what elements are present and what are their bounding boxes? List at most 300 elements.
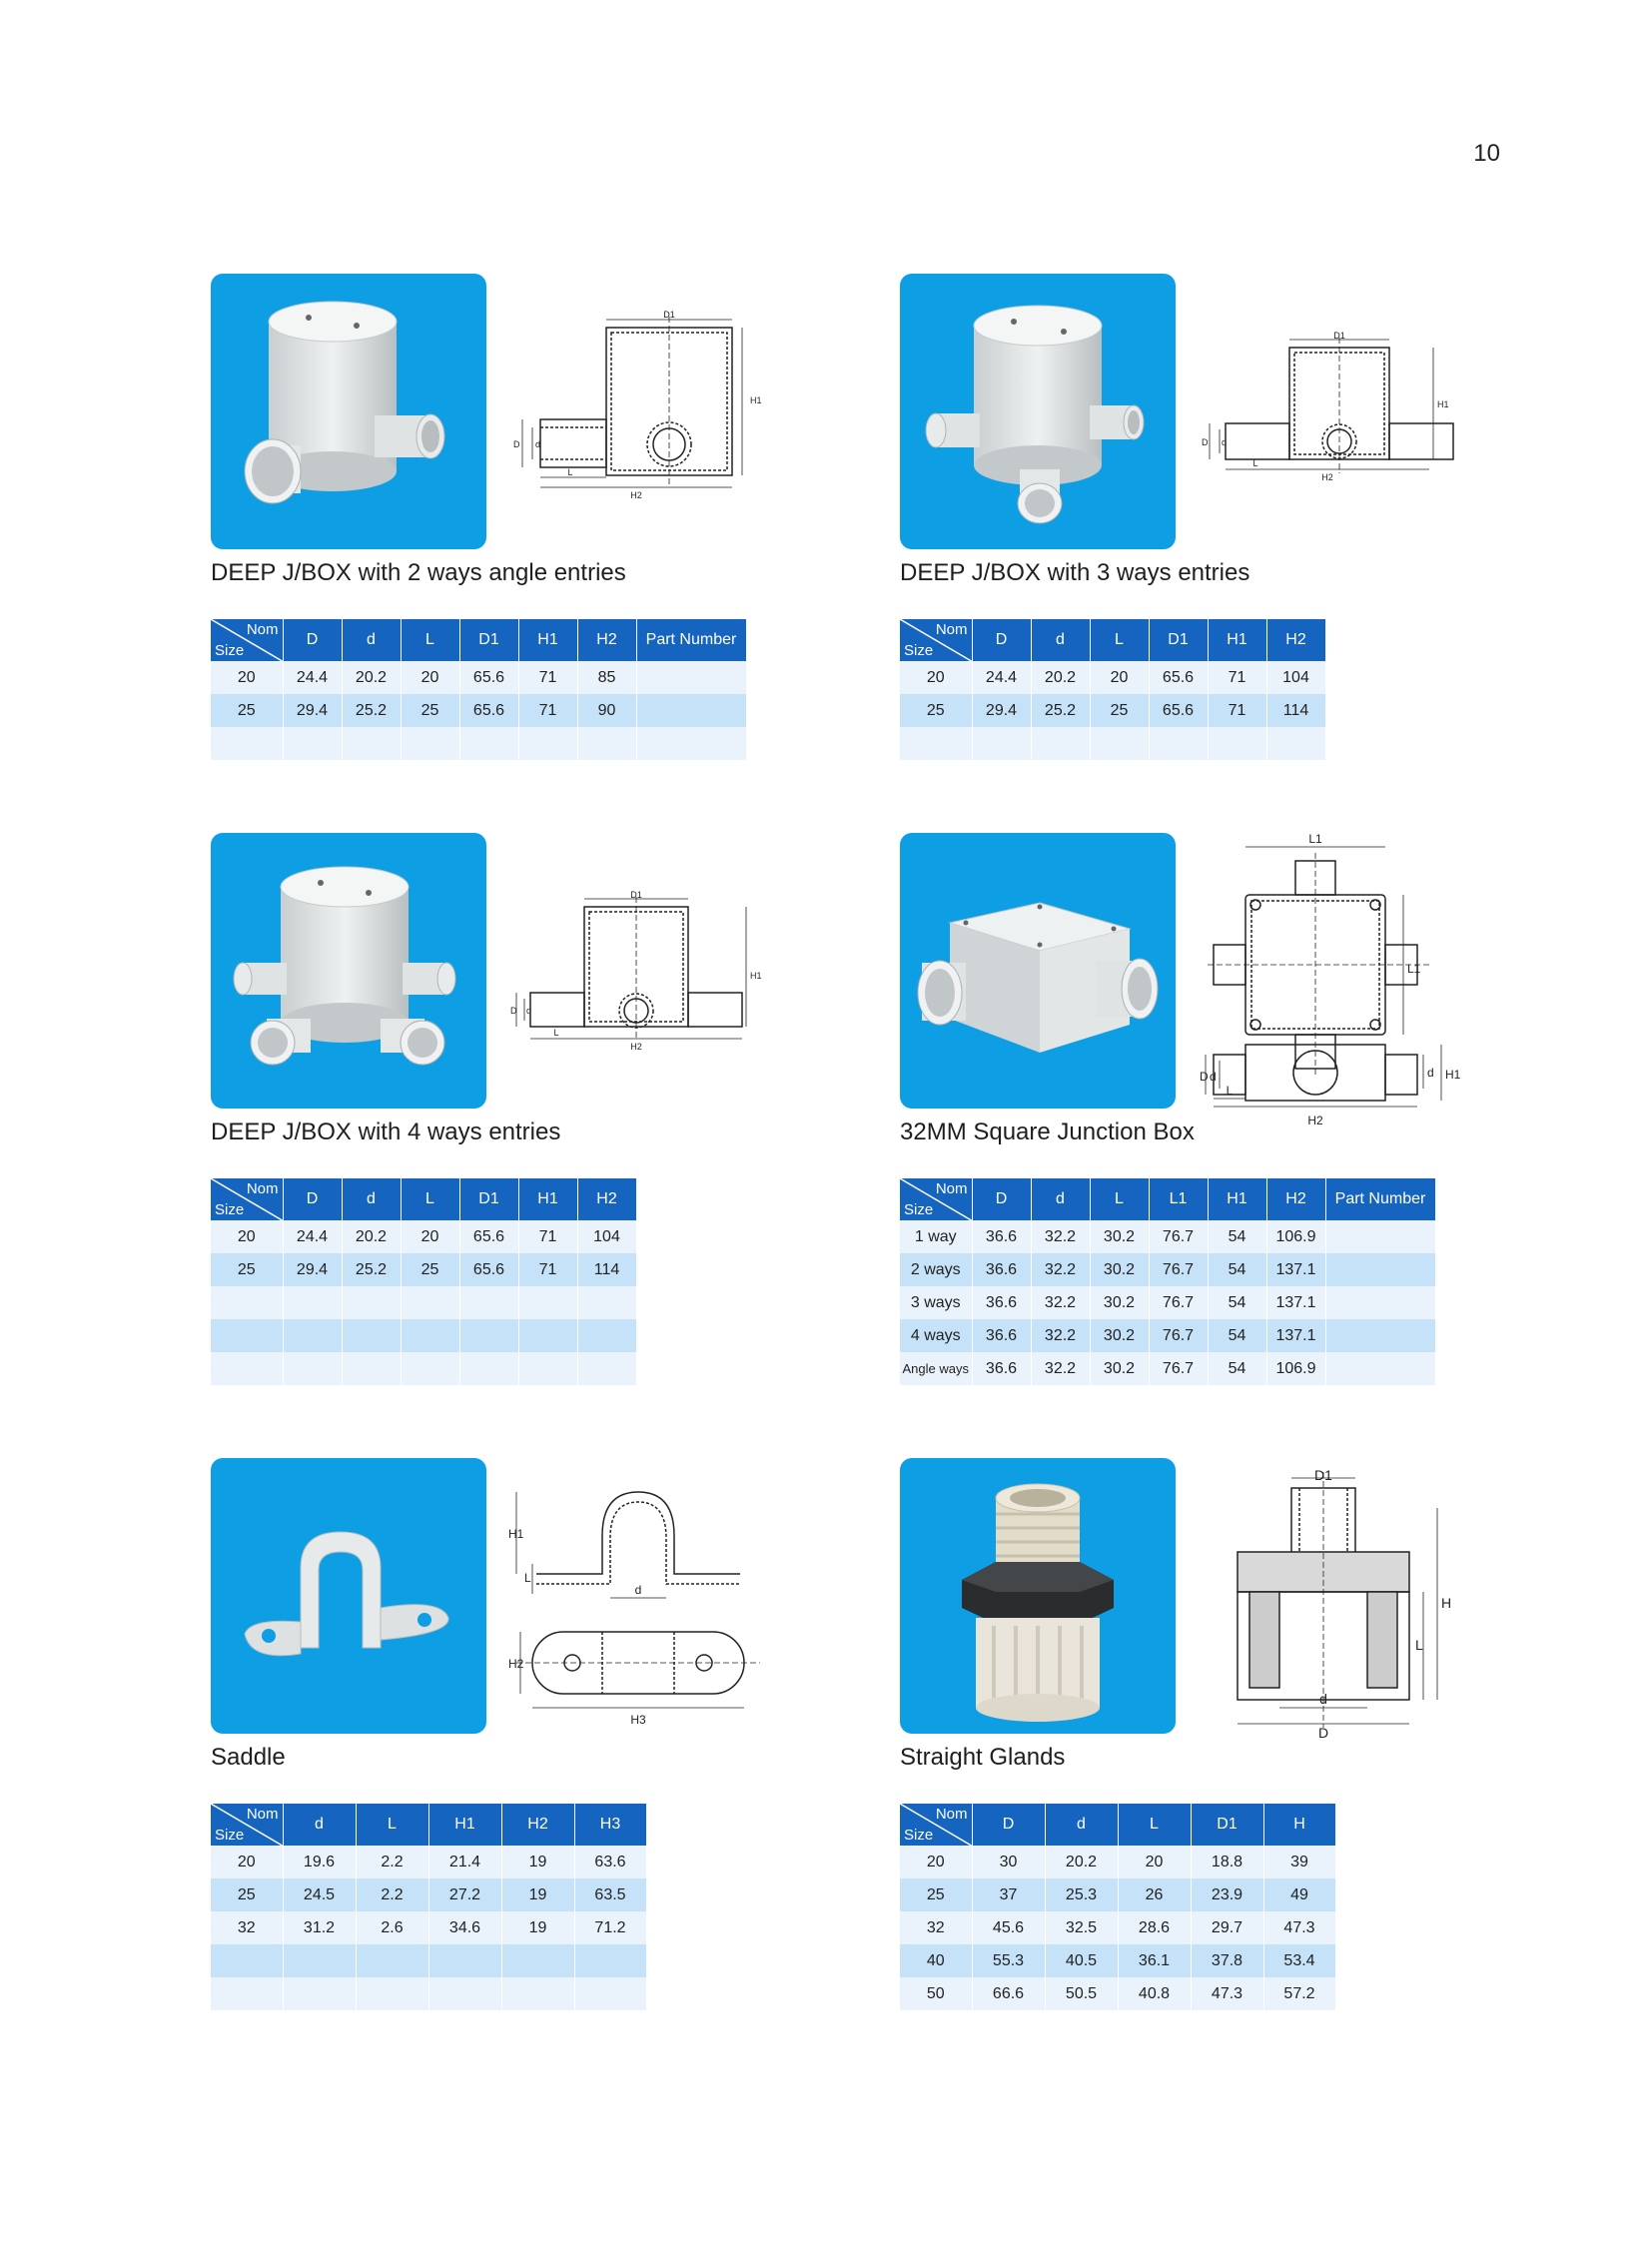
- column-header: d: [1031, 1178, 1090, 1220]
- table-cell: [1266, 727, 1325, 760]
- table-cell: 90: [577, 694, 636, 727]
- column-header: Part Number: [636, 619, 746, 661]
- table-cell: [283, 1977, 356, 2010]
- table-cell: 24.4: [283, 1220, 342, 1253]
- table-cell: 1 way: [900, 1220, 972, 1253]
- table-cell: 57.2: [1263, 1977, 1335, 2010]
- table-row: [211, 1286, 636, 1319]
- table-cell: 55.3: [972, 1944, 1045, 1977]
- table-cell: 2.6: [356, 1911, 428, 1944]
- table-cell: 137.1: [1266, 1286, 1325, 1319]
- table-header: [211, 1178, 636, 1220]
- table-cell: 36.6: [972, 1319, 1031, 1352]
- table-header-row: [900, 619, 1325, 661]
- table-cell: 65.6: [1149, 694, 1208, 727]
- table-cell: 106.9: [1266, 1352, 1325, 1385]
- table-cell: 20: [401, 661, 459, 694]
- table-cell: 32.2: [1031, 1319, 1090, 1352]
- technical-drawing: [510, 890, 762, 1053]
- table-cell: 4 ways: [900, 1319, 972, 1352]
- label-l: L: [1252, 458, 1258, 468]
- table-cell: [342, 1352, 401, 1385]
- table-cell: [518, 1319, 577, 1352]
- header-nom: Nom: [935, 1806, 968, 1823]
- column-header: D1: [1191, 1804, 1263, 1846]
- table-cell: 20: [211, 1220, 283, 1253]
- table-cell: 47.3: [1263, 1911, 1335, 1944]
- table-cell: [211, 1286, 283, 1319]
- table-header-row: [211, 619, 746, 661]
- table-cell: 50.5: [1045, 1977, 1118, 2010]
- table-row: [900, 1911, 1335, 1944]
- table-cell: 71: [1208, 694, 1266, 727]
- table-cell: 76.7: [1149, 1319, 1208, 1352]
- column-header: L: [1090, 1178, 1149, 1220]
- label-d-small: d: [634, 1583, 642, 1597]
- table-cell: 19: [501, 1846, 574, 1878]
- table-cell: 25: [211, 694, 283, 727]
- table-cell: 19: [501, 1878, 574, 1911]
- table-cell: [577, 1286, 636, 1319]
- table-cell: 28.6: [1118, 1911, 1191, 1944]
- table-row: [211, 1352, 636, 1385]
- table-cell: [577, 1319, 636, 1352]
- table-cell: 114: [577, 1253, 636, 1286]
- technical-drawing: [1200, 832, 1477, 1132]
- table-cell: [211, 727, 283, 760]
- label-h1: H1: [1437, 399, 1449, 409]
- table-row: [900, 1944, 1335, 1977]
- table-cell: [283, 1286, 342, 1319]
- column-header: L: [401, 619, 459, 661]
- table-cell: 71: [518, 661, 577, 694]
- table-cell: 104: [1266, 661, 1325, 694]
- table-cell: [501, 1944, 574, 1977]
- table-cell: [900, 727, 972, 760]
- header-size: Size: [904, 642, 934, 659]
- table-cell: [283, 727, 342, 760]
- table-body: [211, 661, 746, 760]
- table-cell: 25: [900, 1878, 972, 1911]
- table-cell: [1325, 1286, 1435, 1319]
- table-cell: [501, 1977, 574, 2010]
- table-cell: 29.4: [283, 1253, 342, 1286]
- column-header: L1: [1149, 1178, 1208, 1220]
- column-header: H2: [577, 1178, 636, 1220]
- table-cell: 53.4: [1263, 1944, 1335, 1977]
- table-cell: [342, 1319, 401, 1352]
- header-nom-size: [211, 1178, 283, 1220]
- table-cell: 47.3: [1191, 1977, 1263, 2010]
- table-cell: [342, 1286, 401, 1319]
- table-body: [900, 1220, 1435, 1385]
- label-d-small: d: [1319, 1691, 1327, 1707]
- table-cell: 30.2: [1090, 1286, 1149, 1319]
- table-cell: 36.6: [972, 1352, 1031, 1385]
- table-cell: 49: [1263, 1878, 1335, 1911]
- spec-table: [211, 1178, 637, 1385]
- table-cell: 65.6: [459, 661, 518, 694]
- product-photo: [900, 833, 1176, 1109]
- spec-table: [900, 1804, 1336, 2010]
- technical-drawing: [1220, 1467, 1459, 1741]
- table-cell: 54: [1208, 1220, 1266, 1253]
- table-cell: 20: [211, 1846, 283, 1878]
- label-d1: D1: [1314, 1467, 1332, 1483]
- table-cell: 65.6: [459, 1253, 518, 1286]
- table-cell: 106.9: [1266, 1220, 1325, 1253]
- table-cell: 66.6: [972, 1977, 1045, 2010]
- table-header: [900, 1804, 1335, 1846]
- table-cell: [1325, 1352, 1435, 1385]
- table-cell: [401, 727, 459, 760]
- label-h1: H1: [750, 395, 762, 405]
- table-cell: [636, 694, 746, 727]
- table-cell: 45.6: [972, 1911, 1045, 1944]
- table-cell: [636, 661, 746, 694]
- table-row: [211, 661, 746, 694]
- table-cell: 65.6: [1149, 661, 1208, 694]
- table-cell: 76.7: [1149, 1220, 1208, 1253]
- column-header: L: [1118, 1804, 1191, 1846]
- table-cell: [283, 1944, 356, 1977]
- label-h2: H2: [1307, 1114, 1323, 1127]
- table-cell: 25: [211, 1253, 283, 1286]
- table-cell: 25.2: [342, 694, 401, 727]
- table-cell: 20: [1090, 661, 1149, 694]
- table-cell: 40.5: [1045, 1944, 1118, 1977]
- table-cell: [459, 1319, 518, 1352]
- table-cell: 26: [1118, 1878, 1191, 1911]
- table-cell: 36.6: [972, 1253, 1031, 1286]
- header-size: Size: [904, 1827, 934, 1844]
- label-d1: D1: [1333, 331, 1345, 341]
- label-h3: H3: [630, 1713, 646, 1727]
- table-cell: 24.4: [972, 661, 1031, 694]
- table-cell: 20: [211, 661, 283, 694]
- table-cell: 71: [518, 1253, 577, 1286]
- table-body: [211, 1846, 646, 2010]
- label-d: D: [1200, 1070, 1209, 1084]
- table-cell: 76.7: [1149, 1352, 1208, 1385]
- label-h2: H2: [508, 1657, 524, 1671]
- table-cell: 71: [518, 1220, 577, 1253]
- header-size: Size: [215, 1827, 245, 1844]
- table-cell: 71: [518, 694, 577, 727]
- label-h1: H1: [750, 971, 762, 981]
- table-header-row: [211, 1804, 646, 1846]
- table-cell: 34.6: [428, 1911, 501, 1944]
- table-cell: 63.5: [574, 1878, 646, 1911]
- table-header: [211, 1804, 646, 1846]
- table-cell: 20: [900, 1846, 972, 1878]
- table-cell: [211, 1352, 283, 1385]
- label-l: L: [524, 1571, 531, 1585]
- table-cell: 54: [1208, 1253, 1266, 1286]
- table-cell: 54: [1208, 1319, 1266, 1352]
- table-header-row: [900, 1804, 1335, 1846]
- column-header: H2: [501, 1804, 574, 1846]
- column-header: D: [972, 619, 1031, 661]
- header-size: Size: [904, 1201, 934, 1218]
- product-photo: [900, 274, 1176, 549]
- table-cell: 20.2: [342, 661, 401, 694]
- table-cell: 30: [972, 1846, 1045, 1878]
- table-row: [211, 1220, 636, 1253]
- column-header: D: [972, 1804, 1045, 1846]
- table-cell: 21.4: [428, 1846, 501, 1878]
- label-d-small: d: [1210, 1070, 1217, 1084]
- table-cell: 24.4: [283, 661, 342, 694]
- technical-drawing: [510, 312, 760, 501]
- label-h2: H2: [630, 490, 642, 500]
- table-cell: [211, 1944, 283, 1977]
- table-cell: 20: [1118, 1846, 1191, 1878]
- table-cell: 19: [501, 1911, 574, 1944]
- column-header: H2: [577, 619, 636, 661]
- column-header: H2: [1266, 619, 1325, 661]
- table-row: [900, 694, 1325, 727]
- label-h2: H2: [630, 1042, 642, 1052]
- column-header: D1: [459, 1178, 518, 1220]
- table-body: [211, 1220, 636, 1385]
- header-nom: Nom: [246, 1180, 279, 1197]
- product-photo: [211, 274, 486, 549]
- table-cell: 76.7: [1149, 1253, 1208, 1286]
- table-cell: [283, 1352, 342, 1385]
- table-row: [211, 1878, 646, 1911]
- table-cell: 137.1: [1266, 1253, 1325, 1286]
- label-d-small: d: [526, 1006, 532, 1016]
- table-cell: 30.2: [1090, 1253, 1149, 1286]
- label-d: D: [510, 1006, 517, 1016]
- table-cell: 2.2: [356, 1878, 428, 1911]
- spec-table: [211, 1804, 647, 2010]
- label-d: D: [513, 439, 520, 449]
- table-cell: [1149, 727, 1208, 760]
- column-header: L: [1090, 619, 1149, 661]
- table-row: [211, 1846, 646, 1878]
- table-cell: 20: [900, 661, 972, 694]
- table-cell: 25: [900, 694, 972, 727]
- table-cell: [574, 1944, 646, 1977]
- table-cell: Angle ways: [900, 1352, 972, 1385]
- column-header: H1: [1208, 619, 1266, 661]
- label-d-small: d: [1222, 437, 1228, 447]
- table-cell: [401, 1286, 459, 1319]
- table-row: [900, 1352, 1435, 1385]
- product-photo: [211, 1458, 486, 1734]
- label-d-small: d: [535, 439, 541, 449]
- table-cell: [428, 1977, 501, 2010]
- column-header: D1: [459, 619, 518, 661]
- technical-drawing: [506, 1482, 770, 1732]
- column-header: L: [401, 1178, 459, 1220]
- table-cell: [636, 727, 746, 760]
- column-header: H1: [1208, 1178, 1266, 1220]
- table-cell: 32.2: [1031, 1253, 1090, 1286]
- technical-drawing: [1200, 331, 1449, 483]
- product-photo: [900, 1458, 1176, 1734]
- table-cell: 36.1: [1118, 1944, 1191, 1977]
- label-l: L: [1226, 1084, 1234, 1098]
- table-cell: [401, 1352, 459, 1385]
- column-header: d: [1031, 619, 1090, 661]
- table-cell: 23.9: [1191, 1878, 1263, 1911]
- table-cell: [518, 1352, 577, 1385]
- label-l1-side: L1: [1407, 962, 1421, 976]
- table-row: [211, 727, 746, 760]
- table-row: [900, 661, 1325, 694]
- table-cell: [283, 1319, 342, 1352]
- table-cell: 36.6: [972, 1286, 1031, 1319]
- product-caption: DEEP J/BOX with 2 ways angle entries: [211, 559, 626, 586]
- table-cell: [518, 1286, 577, 1319]
- product-photo: [211, 833, 486, 1109]
- header-nom-size: [900, 619, 972, 661]
- spec-table: [900, 619, 1326, 760]
- label-d-small-right: d: [1427, 1066, 1434, 1080]
- column-header: H1: [518, 1178, 577, 1220]
- table-cell: 29.4: [283, 694, 342, 727]
- table-header: [900, 619, 1325, 661]
- table-row: [211, 1911, 646, 1944]
- table-cell: 32.5: [1045, 1911, 1118, 1944]
- label-d: D: [1317, 1725, 1329, 1741]
- table-row: [900, 1253, 1435, 1286]
- table-cell: 2 ways: [900, 1253, 972, 1286]
- column-header: H: [1263, 1804, 1335, 1846]
- table-cell: [518, 727, 577, 760]
- table-cell: 63.6: [574, 1846, 646, 1878]
- product-caption: DEEP J/BOX with 3 ways entries: [900, 559, 1250, 586]
- table-row: [900, 727, 1325, 760]
- table-cell: [428, 1944, 501, 1977]
- column-header: Part Number: [1325, 1178, 1435, 1220]
- table-cell: 76.7: [1149, 1286, 1208, 1319]
- table-cell: 37.8: [1191, 1944, 1263, 1977]
- spec-table: [900, 1178, 1436, 1385]
- table-cell: 36.6: [972, 1220, 1031, 1253]
- table-cell: [1325, 1253, 1435, 1286]
- label-l: L: [553, 1028, 559, 1038]
- header-nom-size: [900, 1178, 972, 1220]
- product-caption: 32MM Square Junction Box: [900, 1119, 1195, 1145]
- table-row: [211, 1944, 646, 1977]
- column-header: H2: [1266, 1178, 1325, 1220]
- table-cell: 25: [401, 1253, 459, 1286]
- product-caption: Saddle: [211, 1744, 286, 1771]
- table-cell: 30.2: [1090, 1220, 1149, 1253]
- table-cell: 30.2: [1090, 1319, 1149, 1352]
- table-row: [900, 1846, 1335, 1878]
- table-cell: 30.2: [1090, 1352, 1149, 1385]
- table-cell: 104: [577, 1220, 636, 1253]
- table-cell: 32: [900, 1911, 972, 1944]
- header-size: Size: [215, 642, 245, 659]
- table-cell: 20.2: [1031, 661, 1090, 694]
- table-cell: [342, 727, 401, 760]
- table-cell: [577, 1352, 636, 1385]
- label-l1: L1: [1308, 832, 1322, 846]
- table-cell: [459, 1286, 518, 1319]
- column-header: H3: [574, 1804, 646, 1846]
- table-body: [900, 661, 1325, 760]
- table-header: [211, 619, 746, 661]
- table-cell: 114: [1266, 694, 1325, 727]
- table-header-row: [900, 1178, 1435, 1220]
- table-row: [900, 1220, 1435, 1253]
- page-number: 10: [1473, 140, 1500, 167]
- label-h1: H1: [1445, 1068, 1461, 1082]
- table-cell: 37: [972, 1878, 1045, 1911]
- table-cell: [356, 1977, 428, 2010]
- table-cell: 65.6: [459, 694, 518, 727]
- table-cell: 54: [1208, 1286, 1266, 1319]
- table-cell: [211, 1977, 283, 2010]
- table-cell: 27.2: [428, 1878, 501, 1911]
- label-l: L: [1415, 1637, 1423, 1653]
- table-cell: 19.6: [283, 1846, 356, 1878]
- table-row: [900, 1319, 1435, 1352]
- table-cell: 71.2: [574, 1911, 646, 1944]
- table-row: [900, 1286, 1435, 1319]
- table-row: [900, 1977, 1335, 2010]
- header-nom: Nom: [246, 1806, 279, 1823]
- table-cell: 32.2: [1031, 1352, 1090, 1385]
- table-cell: 25.2: [1031, 694, 1090, 727]
- table-header-row: [211, 1178, 636, 1220]
- table-cell: 29.7: [1191, 1911, 1263, 1944]
- product-caption: Straight Glands: [900, 1744, 1066, 1771]
- table-cell: 50: [900, 1977, 972, 2010]
- column-header: D: [283, 1178, 342, 1220]
- table-cell: 29.4: [972, 694, 1031, 727]
- table-cell: 2.2: [356, 1846, 428, 1878]
- table-cell: 40: [900, 1944, 972, 1977]
- product-caption: DEEP J/BOX with 4 ways entries: [211, 1119, 561, 1145]
- table-cell: 3 ways: [900, 1286, 972, 1319]
- header-nom-size: [900, 1804, 972, 1846]
- column-header: D: [283, 619, 342, 661]
- spec-table: [211, 619, 747, 760]
- table-cell: 25.3: [1045, 1878, 1118, 1911]
- table-cell: 20: [401, 1220, 459, 1253]
- table-cell: [972, 727, 1031, 760]
- table-cell: 24.5: [283, 1878, 356, 1911]
- table-cell: [577, 727, 636, 760]
- table-cell: 20.2: [342, 1220, 401, 1253]
- column-header: H1: [428, 1804, 501, 1846]
- table-cell: [1090, 727, 1149, 760]
- table-cell: [574, 1977, 646, 2010]
- table-cell: 65.6: [459, 1220, 518, 1253]
- table-body: [900, 1846, 1335, 2010]
- column-header: H1: [518, 619, 577, 661]
- header-nom: Nom: [935, 1180, 968, 1197]
- table-cell: [401, 1319, 459, 1352]
- label-h1: H1: [508, 1527, 524, 1541]
- table-cell: 25: [211, 1878, 283, 1911]
- label-h: H: [1441, 1595, 1452, 1611]
- table-cell: [1325, 1319, 1435, 1352]
- header-nom-size: [211, 1804, 283, 1846]
- header-nom: Nom: [935, 621, 968, 638]
- table-cell: 25: [401, 694, 459, 727]
- table-cell: 20.2: [1045, 1846, 1118, 1878]
- table-cell: 85: [577, 661, 636, 694]
- table-cell: 32.2: [1031, 1286, 1090, 1319]
